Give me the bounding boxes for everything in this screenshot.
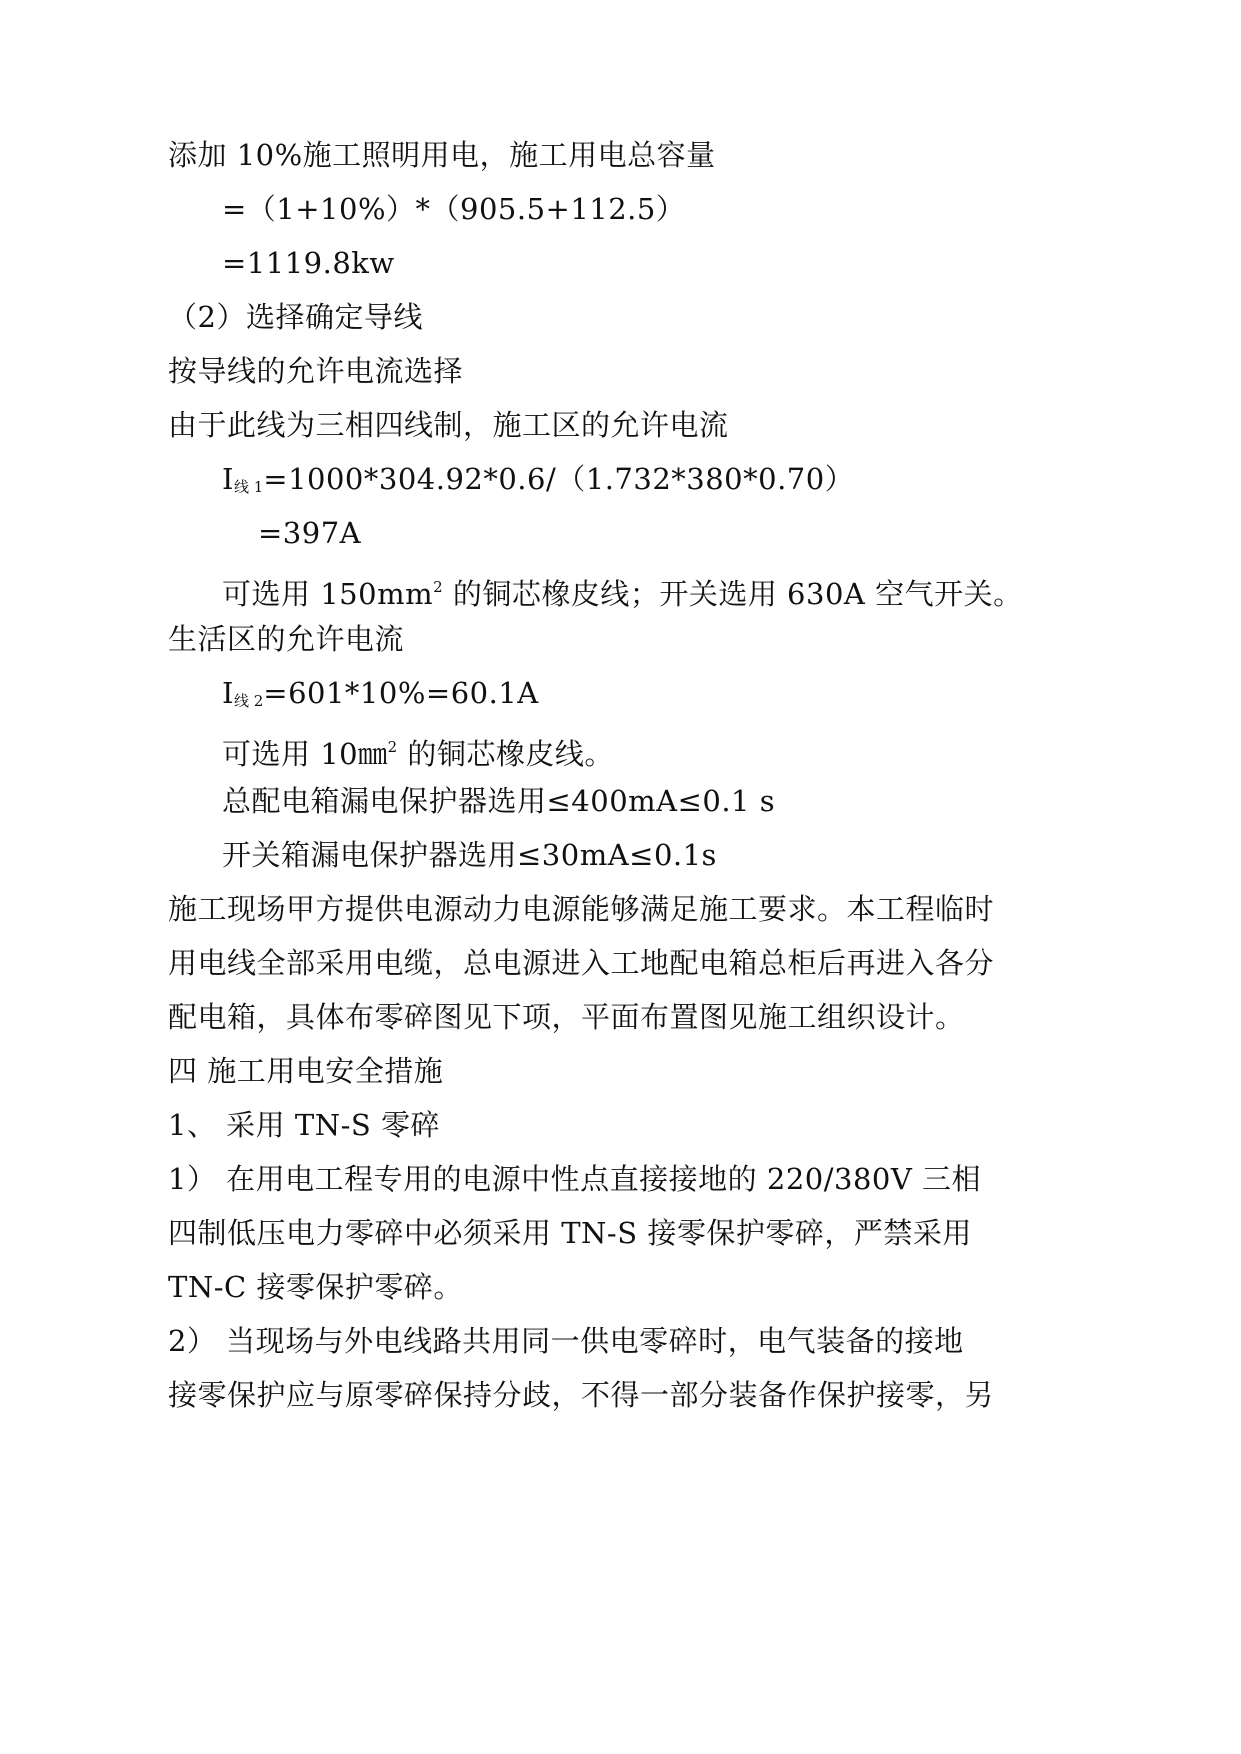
text-line — [222, 727, 614, 774]
formula-subscript: 线 2 — [233, 692, 264, 710]
text-line: 按导线的允许电流选择 — [168, 354, 464, 388]
text-line: 生活区的允许电流 — [168, 622, 405, 656]
paragraph-line: 用电线全部采用电缆，总电源进入工地配电箱总柜后再进入各分 — [168, 946, 995, 980]
superscript: 2 — [433, 578, 444, 596]
list-item-line: 1） 在用电工程专用的电源中性点直接接地的 220/380V 三相 — [168, 1162, 982, 1196]
superscript: 2 — [387, 738, 398, 756]
formula-subscript: 线 1 — [233, 478, 264, 496]
paragraph-line: 配电箱，具体布零碎图见下项，平面布置图见施工组织设计。 — [168, 1000, 965, 1034]
subsection-heading: 1、 采用 TN-S 零碎 — [168, 1108, 440, 1142]
list-item-line: 四制低压电力零碎中必须采用 TN-S 接零保护零碎，严禁采用 — [168, 1216, 972, 1250]
list-item-line: 接零保护应与原零碎保持分歧，不得一部分装备作保护接零，另 — [168, 1378, 995, 1412]
formula-line — [222, 673, 539, 721]
formula-symbol: I — [222, 462, 234, 496]
text-segment: 可选用 150mm — [222, 577, 434, 611]
formula-line: =（1+10%）*（905.5+112.5） — [222, 192, 686, 226]
text-line — [222, 567, 1023, 614]
formula-result: =397A — [258, 516, 362, 550]
text-segment: 可选用 10㎜ — [222, 737, 388, 771]
text-line: 总配电箱漏电保护器选用≤400mA≤0.1 s — [222, 784, 776, 818]
formula-symbol: I — [222, 676, 234, 710]
list-item-line: TN-C 接零保护零碎。 — [168, 1270, 463, 1304]
text-line: 添加 10%施工照明用电，施工用电总容量 — [168, 138, 716, 172]
formula-line — [222, 459, 854, 507]
paragraph-line: 施工现场甲方提供电源动力电源能够满足施工要求。本工程临时 — [168, 892, 995, 926]
text-segment: 的铜芯橡皮线。 — [397, 737, 614, 771]
formula-expression: =601*10%=60.1A — [263, 676, 539, 710]
section-heading: （2）选择确定导线 — [168, 300, 423, 334]
text-line: 由于此线为三相四线制，施工区的允许电流 — [168, 408, 729, 442]
list-item-line: 2） 当现场与外电线路共用同一供电零碎时，电气装备的接地 — [168, 1324, 964, 1358]
formula-expression: =1000*304.92*0.6/（1.732*380*0.70） — [263, 462, 855, 496]
formula-result: =1119.8kw — [222, 246, 395, 280]
text-segment: 的铜芯橡皮线；开关选用 630A 空气开关。 — [443, 577, 1023, 611]
text-line: 开关箱漏电保护器选用≤30mA≤0.1s — [222, 838, 717, 872]
section-heading: 四 施工用电安全措施 — [168, 1054, 444, 1088]
